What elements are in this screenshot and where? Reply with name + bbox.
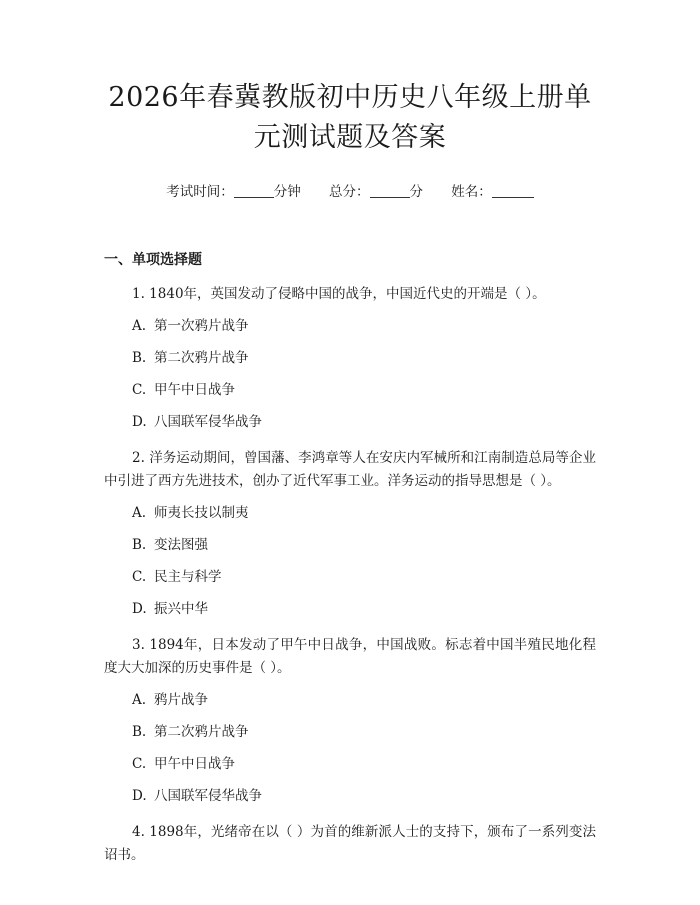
answer-option [132, 347, 596, 370]
option-letter: C. [132, 569, 147, 585]
time-label: 考试时间： [166, 184, 234, 200]
option-letter: B. [132, 350, 147, 366]
student-name [451, 182, 534, 202]
question-text: 1. 1840年，英国发动了侵略中国的战争，中国近代史的开端是（ ）。 [132, 286, 546, 302]
time-unit: 分钟 [273, 184, 301, 200]
answer-option [132, 753, 596, 776]
option-text: 变法图强 [154, 537, 208, 553]
answer-option [132, 785, 596, 808]
option-letter: B. [132, 724, 147, 740]
option-text: 鸦片战争 [154, 692, 208, 708]
option-text: 八国联军侵华战争 [154, 414, 262, 430]
option-text: 振兴中华 [154, 601, 208, 617]
question-list [104, 283, 596, 867]
option-letter: A. [132, 505, 147, 521]
page-title: 2026年春冀教版初中历史八年级上册单元测试题及答案 [108, 82, 592, 153]
option-text: 第一次鸦片战争 [154, 318, 249, 334]
answer-option [132, 534, 596, 557]
option-letter: D. [132, 788, 147, 804]
time-blank [234, 183, 274, 198]
option-text: 八国联军侵华战争 [154, 788, 262, 804]
name-label: 姓名： [451, 184, 492, 200]
name-blank [492, 183, 534, 198]
answer-option [132, 379, 596, 402]
option-letter: C. [132, 756, 147, 772]
question-text: 3. 1894年，日本发动了甲午中日战争，中国战败。标志着中国半殖民地化程度大大加深的历史事件是（ ）。 [104, 637, 596, 676]
exam-time [166, 182, 301, 202]
answer-option [132, 566, 596, 589]
option-letter: B. [132, 537, 147, 553]
section-title: 一、单项选择题 [104, 252, 202, 268]
option-letter: D. [132, 414, 147, 430]
answer-option [132, 411, 596, 434]
option-letter: D. [132, 601, 147, 617]
question-text: 4. 1898年，光绪帝在以（ ）为首的维新派人士的支持下，颁布了一系列变法诏书。 [104, 824, 596, 863]
answer-option [132, 315, 596, 338]
option-letter: C. [132, 382, 147, 398]
option-text: 民主与科学 [154, 569, 222, 585]
answer-option [132, 689, 596, 712]
answer-option [132, 502, 596, 525]
option-text: 第二次鸦片战争 [154, 724, 249, 740]
option-letter: A. [132, 318, 147, 334]
question-text: 2. 洋务运动期间，曾国藩、李鸿章等人在安庆内军械所和江南制造总局等企业中引进了西方先进技术，创办了近代军事工业。洋务运动的指导思想是（ ）。 [104, 450, 596, 489]
score-unit: 分 [409, 184, 423, 200]
answer-option [132, 721, 596, 744]
score-label: 总分： [329, 184, 370, 200]
exam-meta [104, 182, 596, 202]
option-letter: A. [132, 692, 147, 708]
option-text: 师夷长技以制夷 [154, 505, 249, 521]
option-text: 第二次鸦片战争 [154, 350, 249, 366]
score-blank [370, 183, 410, 198]
option-text: 甲午中日战争 [154, 756, 235, 772]
option-text: 甲午中日战争 [154, 382, 235, 398]
exam-score [329, 182, 423, 202]
answer-option [132, 598, 596, 621]
